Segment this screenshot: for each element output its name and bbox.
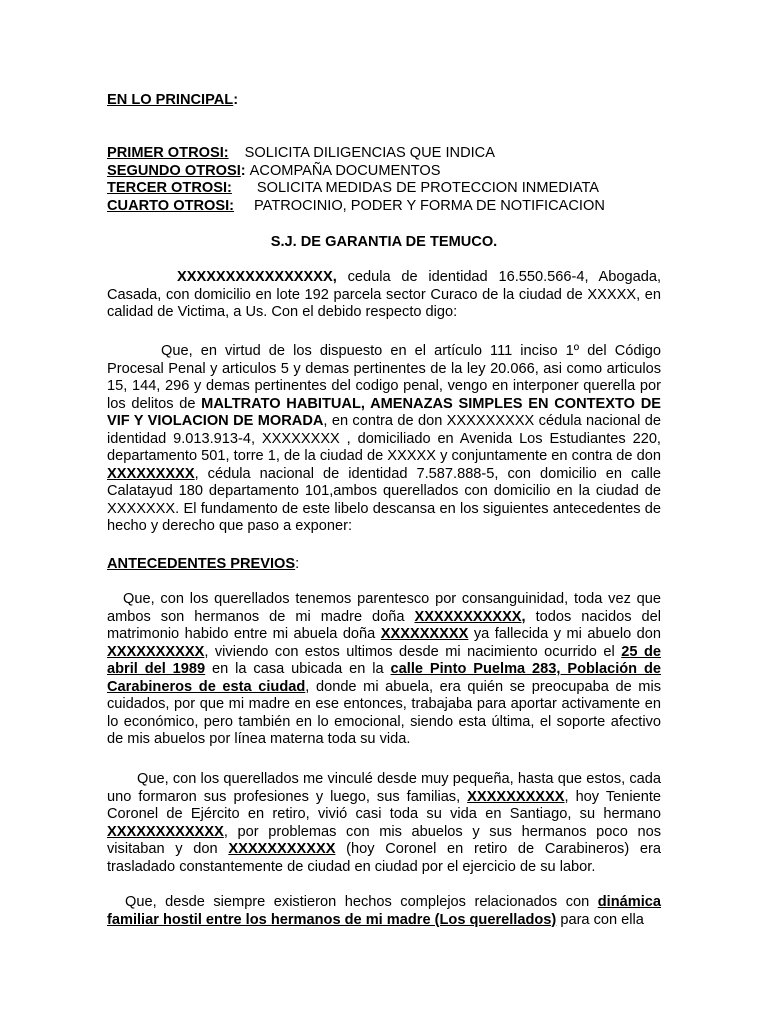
text-run: todos nacidos del matrimonio habido entre mi abuela doña bbox=[107, 608, 661, 642]
redacted-name: XXXXXXXXX bbox=[380, 626, 469, 642]
paragraph-parentesco bbox=[107, 591, 661, 749]
plaintiff-name: XXXXXXXXXXXXXXXX, bbox=[177, 269, 337, 285]
redacted-name: XXXXXXXXXXXX bbox=[107, 823, 224, 840]
heading-en-lo-principal bbox=[107, 92, 238, 110]
crimes-bold: MALTRATO HABITUAL, AMENAZAS SIMPLES EN CONTEXTO DE VIF Y VIOLACION DE MORADA bbox=[107, 395, 661, 429]
heading-colon: : bbox=[233, 92, 239, 108]
otrosi-primer bbox=[107, 145, 661, 163]
text-run: para con ella bbox=[556, 911, 644, 928]
section-antecedentes bbox=[107, 556, 299, 574]
paragraph-querella bbox=[107, 343, 661, 536]
text-run: Que, con los querellados me vinculé desde muy pequeña, hasta que estos, cada uno formaron sus profesiones y luego, sus familias, bbox=[107, 771, 661, 805]
text-run: (hoy Coronel en retiro de Carabineros) era trasladado constantemente de ciudad en ciudad por el ejercicio de su labor. bbox=[107, 841, 661, 875]
redacted-name: XXXXXXXXX bbox=[107, 465, 195, 482]
text-run: Que, desde siempre existieron hechos complejos relacionados con bbox=[125, 894, 598, 910]
otrosi-cuarto bbox=[107, 198, 661, 216]
redacted-name: XXXXXXXXXX bbox=[467, 788, 565, 805]
text-run: ya fallecida y mi abuelo don bbox=[468, 626, 661, 642]
text-run: Que, con los querellados tenemos parentesco por consanguinidad, toda vez que ambos son hermanos de mi madre doña bbox=[107, 591, 661, 625]
paragraph-identification bbox=[107, 269, 661, 322]
redacted-name: XXXXXXXXXXX bbox=[228, 841, 336, 857]
text-run: , donde mi abuela, era quién se preocupaba de mis cuidados, por que mi madre en ese entonces, trabajaba para aportar activamente en lo económico, pero también en lo emocional, siendo esta última, el soporte afectivo de mis abuelos por línea materna toda su vida. bbox=[107, 678, 661, 747]
otrosi-segundo bbox=[107, 163, 661, 181]
redacted-name: XXXXXXXXXXX, bbox=[414, 608, 526, 625]
otrosi-list bbox=[107, 145, 661, 215]
otrosi-tercer bbox=[107, 180, 661, 198]
text-run: cedula de identidad 16.550.566-4, Abogada, Casada, con domicilio en lote 192 parcela sector Curaco de la ciudad de XXXXX, en calidad de Victima, a Us. Con el debido respecto digo: bbox=[107, 269, 661, 320]
text-run: , cédula nacional de identidad 7.587.888-5, con domicilio en calle Calatayud 180 departamento 101,ambos querellados con domicilio en la ciudad de XXXXXXX. El fundamento de este libelo descansa en los siguientes antecedentes de hecho y derecho que paso a exponer: bbox=[107, 465, 661, 534]
text-run: , por problemas con mis abuelos y sus hermanos poco nos visitaban y don bbox=[107, 823, 661, 857]
section-label: ANTECEDENTES PREVIOS bbox=[107, 556, 296, 572]
otrosi-text: SOLICITA MEDIDAS DE PROTECCION INMEDIATA bbox=[256, 180, 600, 196]
birth-date: 25 de abril del 1989 bbox=[107, 643, 661, 677]
text-run: , en contra de don XXXXXXXXX cédula nacional de identidad 9.013.913-4, XXXXXXXX , domiciliado en Avenida Los Estudiantes 220, departamento 501, torre 1, de la ciudad de XXXXX y conjuntamente en contra de don bbox=[107, 413, 661, 464]
emphasis-bold: dinámica familiar hostil entre los hermanos de mi madre (Los querellados) bbox=[107, 894, 661, 928]
text-run: Que, en virtud de los dispuesto en el artículo 111 inciso 1º del Código Procesal Penal y articulos 5 y demas pertinentes de la ley 20.066, asi como articulos 15, 144, 296 y demas pertinentes del codigo penal, vengo en interponer querella por los delitos de bbox=[107, 343, 661, 412]
otrosi-label: CUARTO OTROSI: bbox=[107, 197, 235, 214]
text-run: , hoy Teniente Coronel de Ejército en retiro, vivió casi toda su vida en Santiago, su hermano bbox=[107, 788, 662, 822]
address-bold: calle Pinto Puelma 283, Población de Carabineros de esta ciudad bbox=[107, 661, 661, 695]
otrosi-text: SOLICITA DILIGENCIAS QUE INDICA bbox=[244, 145, 495, 161]
otrosi-sep: : bbox=[240, 162, 246, 179]
otrosi-text: PATROCINIO, PODER Y FORMA DE NOTIFICACION bbox=[254, 197, 605, 214]
otrosi-label: SEGUNDO OTROSI bbox=[107, 162, 241, 179]
court-title: S.J. DE GARANTIA DE TEMUCO. bbox=[270, 234, 498, 250]
otrosi-label: PRIMER OTROSI: bbox=[107, 145, 229, 161]
text-run: , viviendo con estos ultimos desde mi nacimiento ocurrido el bbox=[204, 643, 622, 660]
paragraph-vinculo bbox=[107, 771, 661, 876]
section-colon: : bbox=[295, 556, 300, 572]
otrosi-label: TERCER OTROSI: bbox=[107, 180, 232, 196]
paragraph-dinamica bbox=[107, 894, 661, 929]
heading-label: EN LO PRINCIPAL bbox=[107, 92, 234, 108]
text-run: en la casa ubicada en la bbox=[205, 661, 391, 677]
redacted-name: XXXXXXXXXX bbox=[107, 643, 205, 660]
otrosi-text: ACOMPAÑA DOCUMENTOS bbox=[249, 162, 441, 179]
